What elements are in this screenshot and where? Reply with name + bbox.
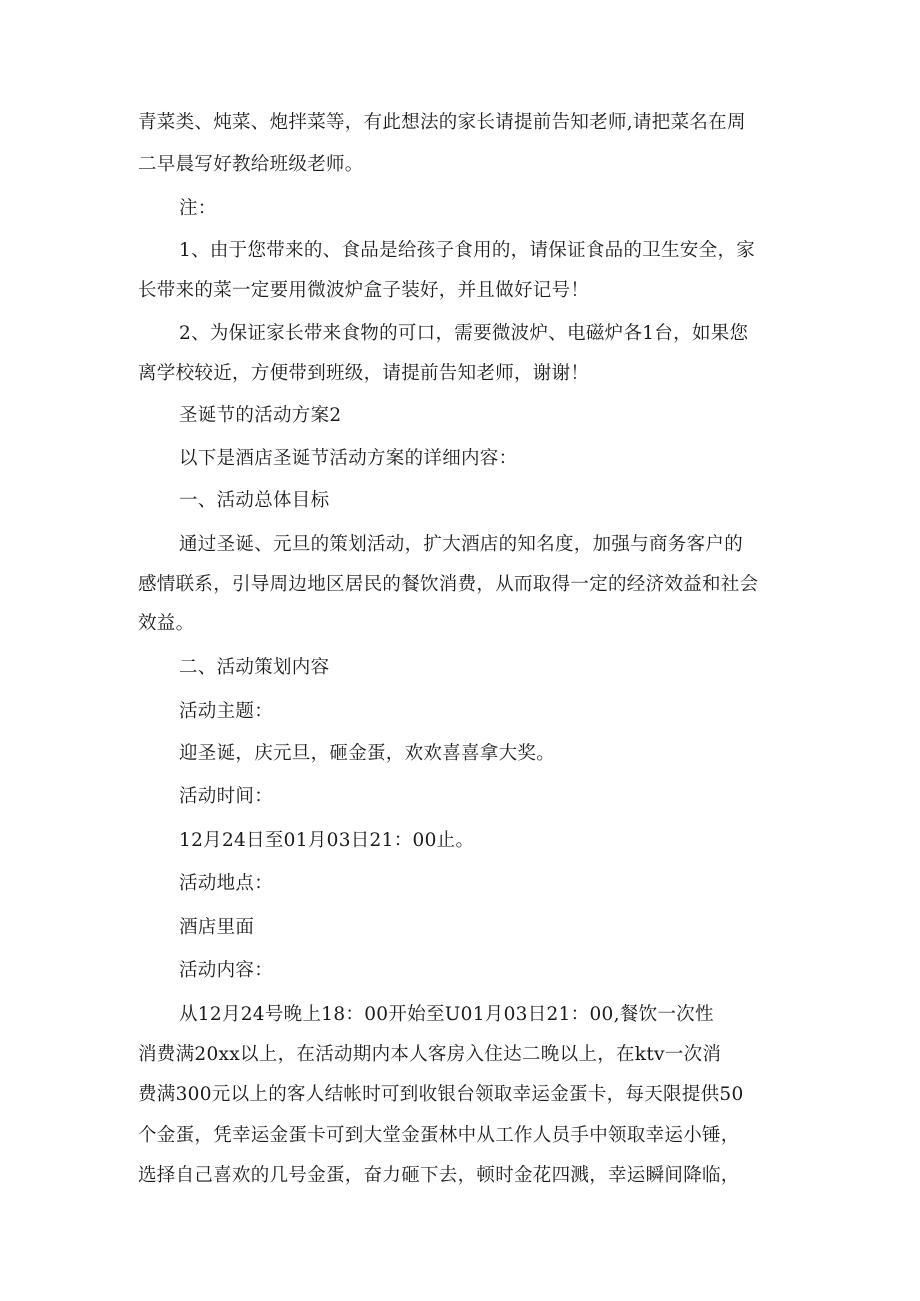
- section-title: 圣诞节的活动方案2: [179, 405, 342, 426]
- field-label: 活动主题：: [179, 701, 274, 722]
- text-line: 1、由于您带来的、食品是给孩子食用的，请保证食品的卫生安全，家: [179, 240, 756, 261]
- field-value: 12月24日至01月03日21：00止。: [179, 830, 475, 851]
- text-line: 效益。: [138, 613, 195, 634]
- text-line: 费满300元以上的客人结帐时可到收银台领取幸运金蛋卡，每天限提供50: [138, 1084, 744, 1105]
- text-line: 离学校较近，方便带到班级，请提前告知老师，谢谢！: [138, 363, 590, 384]
- field-label: 活动内容：: [179, 960, 274, 981]
- text-line: 选择自己喜欢的几号金蛋，奋力砸下去，顿时金花四溅，幸运瞬间降临，: [138, 1165, 740, 1186]
- field-value: 酒店里面: [179, 917, 255, 938]
- field-value: 迎圣诞，庆元旦，砸金蛋，欢欢喜喜拿大奖。: [179, 743, 556, 764]
- section-heading: 一、活动总体目标: [179, 490, 330, 511]
- text-line: 个金蛋，凭幸运金蛋卡可到大堂金蛋林中从工作人员手中领取幸运小锤，: [138, 1125, 740, 1146]
- text-line: 以下是酒店圣诞节活动方案的详细内容：: [179, 448, 518, 469]
- text-line: 从12月24号晚上18：00开始至U01月03日21：00,餐饮一次性: [179, 1004, 714, 1025]
- text-line: 感情联系，引导周边地区居民的餐饮消费，从而取得一定的经济效益和社会: [138, 574, 759, 595]
- note-heading: 注：: [179, 198, 217, 219]
- section-heading: 二、活动策划内容: [179, 657, 330, 678]
- field-label: 活动时间：: [179, 786, 274, 807]
- text-line: 2、为保证家长带来食物的可口，需要微波炉、电磁炉各1台，如果您: [179, 323, 749, 344]
- text-line: 通过圣诞、元旦的策划活动，扩大酒店的知名度，加强与商务客户的: [179, 534, 744, 555]
- text-line: 青菜类、炖菜、炮拌菜等，有此想法的家长请提前告知老师,请把菜名在周: [138, 112, 746, 133]
- text-line: 二早晨写好教给班级老师。: [138, 154, 364, 175]
- text-line: 长带来的菜一定要用微波炉盒子装好，并且做好记号！: [138, 280, 590, 301]
- text-line: 消费满20xx以上，在活动期内本人客房入住达二晚以上，在ktv一次消: [138, 1044, 722, 1065]
- field-label: 活动地点：: [179, 873, 274, 894]
